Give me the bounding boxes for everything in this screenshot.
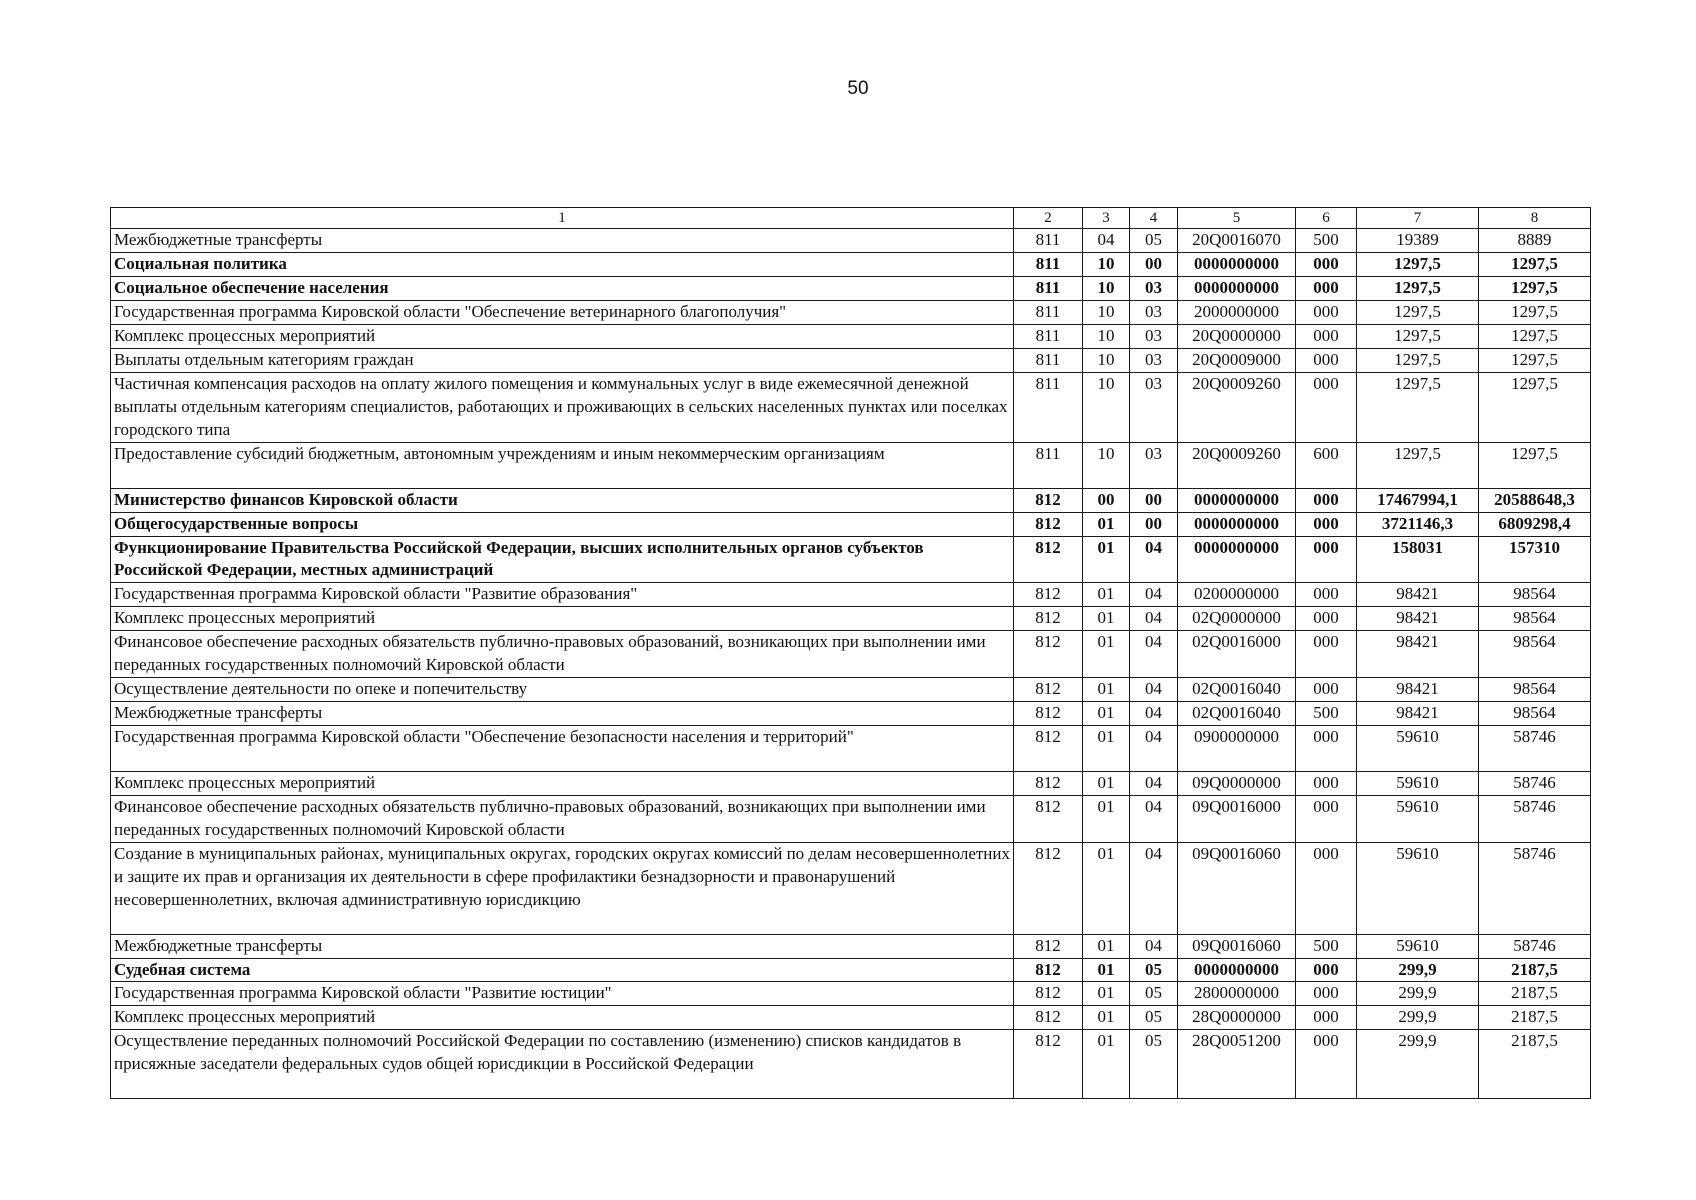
table-row bbox=[111, 678, 1591, 702]
cell-amount-year2: 1297,5 bbox=[1479, 372, 1591, 442]
cell-name: Комплекс процессных мероприятий bbox=[111, 325, 1014, 349]
cell-name: Финансовое обеспечение расходных обязательств публично-правовых образований, возникающих при выполнении ими переданных государственных полномочий Кировской области bbox=[111, 795, 1014, 842]
cell-amount-year1: 158031 bbox=[1357, 536, 1479, 583]
page-number: 50 bbox=[847, 78, 869, 99]
cell-subsection: 03 bbox=[1130, 348, 1178, 372]
cell-name: Предоставление субсидий бюджетным, автономным учреждениям и иным некоммерческим организациям bbox=[111, 442, 1014, 488]
cell-name: Выплаты отдельным категориям граждан bbox=[111, 348, 1014, 372]
cell-amount-year1: 98421 bbox=[1357, 583, 1479, 607]
header-cell-6: 6 bbox=[1296, 208, 1357, 229]
cell-ministry: 812 bbox=[1014, 1030, 1083, 1099]
cell-amount-year2: 1297,5 bbox=[1479, 348, 1591, 372]
cell-ministry: 811 bbox=[1014, 277, 1083, 301]
cell-amount-year1: 3721146,3 bbox=[1357, 512, 1479, 536]
cell-name: Государственная программа Кировской области "Развитие юстиции" bbox=[111, 982, 1014, 1006]
cell-expense-type: 000 bbox=[1296, 1030, 1357, 1099]
cell-amount-year2: 98564 bbox=[1479, 702, 1591, 726]
cell-section: 01 bbox=[1083, 982, 1130, 1006]
cell-expense-type: 000 bbox=[1296, 1006, 1357, 1030]
cell-target-article: 20Q0009260 bbox=[1178, 442, 1296, 488]
cell-section: 10 bbox=[1083, 442, 1130, 488]
cell-section: 01 bbox=[1083, 512, 1130, 536]
cell-expense-type: 500 bbox=[1296, 702, 1357, 726]
cell-name: Комплекс процессных мероприятий bbox=[111, 771, 1014, 795]
cell-amount-year2: 1297,5 bbox=[1479, 325, 1591, 349]
cell-expense-type: 000 bbox=[1296, 301, 1357, 325]
cell-name: Финансовое обеспечение расходных обязательств публично-правовых образований, возникающих при выполнении ими переданных государственных полномочий Кировской области bbox=[111, 631, 1014, 678]
cell-amount-year2: 1297,5 bbox=[1479, 442, 1591, 488]
cell-name: Комплекс процессных мероприятий bbox=[111, 607, 1014, 631]
cell-target-article: 02Q0016000 bbox=[1178, 631, 1296, 678]
cell-amount-year1: 98421 bbox=[1357, 607, 1479, 631]
cell-amount-year1: 19389 bbox=[1357, 229, 1479, 253]
table-row bbox=[111, 982, 1591, 1006]
table-row bbox=[111, 488, 1591, 512]
cell-section: 01 bbox=[1083, 536, 1130, 583]
table-row bbox=[111, 536, 1591, 583]
cell-expense-type: 000 bbox=[1296, 631, 1357, 678]
cell-ministry: 812 bbox=[1014, 512, 1083, 536]
cell-subsection: 00 bbox=[1130, 512, 1178, 536]
cell-section: 01 bbox=[1083, 958, 1130, 982]
table-row bbox=[111, 702, 1591, 726]
header-cell-8: 8 bbox=[1479, 208, 1591, 229]
table-row bbox=[111, 1030, 1591, 1099]
cell-expense-type: 000 bbox=[1296, 253, 1357, 277]
cell-section: 10 bbox=[1083, 301, 1130, 325]
cell-amount-year1: 59610 bbox=[1357, 795, 1479, 842]
cell-name: Осуществление переданных полномочий Российской Федерации по составлению (изменению) списков кандидатов в присяжные заседатели федеральных судов общей юрисдикции в Российской Федерации bbox=[111, 1030, 1014, 1099]
cell-expense-type: 600 bbox=[1296, 442, 1357, 488]
cell-ministry: 812 bbox=[1014, 958, 1083, 982]
cell-amount-year1: 1297,5 bbox=[1357, 301, 1479, 325]
cell-amount-year2: 98564 bbox=[1479, 583, 1591, 607]
cell-subsection: 04 bbox=[1130, 726, 1178, 772]
cell-expense-type: 500 bbox=[1296, 934, 1357, 958]
table-row bbox=[111, 1006, 1591, 1030]
cell-expense-type: 000 bbox=[1296, 958, 1357, 982]
table-row bbox=[111, 442, 1591, 488]
table-header-row bbox=[111, 208, 1591, 229]
cell-section: 04 bbox=[1083, 229, 1130, 253]
cell-amount-year2: 2187,5 bbox=[1479, 982, 1591, 1006]
cell-section: 10 bbox=[1083, 277, 1130, 301]
cell-section: 10 bbox=[1083, 325, 1130, 349]
cell-expense-type: 000 bbox=[1296, 726, 1357, 772]
table-row bbox=[111, 842, 1591, 934]
cell-ministry: 811 bbox=[1014, 301, 1083, 325]
cell-subsection: 04 bbox=[1130, 536, 1178, 583]
table-row bbox=[111, 253, 1591, 277]
cell-name: Межбюджетные трансферты bbox=[111, 702, 1014, 726]
table-row bbox=[111, 607, 1591, 631]
cell-amount-year2: 58746 bbox=[1479, 795, 1591, 842]
cell-ministry: 812 bbox=[1014, 1006, 1083, 1030]
cell-ministry: 811 bbox=[1014, 325, 1083, 349]
cell-amount-year2: 6809298,4 bbox=[1479, 512, 1591, 536]
cell-subsection: 04 bbox=[1130, 583, 1178, 607]
cell-section: 01 bbox=[1083, 678, 1130, 702]
header-cell-2: 2 bbox=[1014, 208, 1083, 229]
table-row bbox=[111, 795, 1591, 842]
cell-ministry: 811 bbox=[1014, 253, 1083, 277]
cell-expense-type: 000 bbox=[1296, 583, 1357, 607]
cell-amount-year1: 1297,5 bbox=[1357, 372, 1479, 442]
cell-name: Межбюджетные трансферты bbox=[111, 934, 1014, 958]
cell-target-article: 28Q0000000 bbox=[1178, 1006, 1296, 1030]
cell-ministry: 811 bbox=[1014, 229, 1083, 253]
table-row bbox=[111, 372, 1591, 442]
header-cell-3: 3 bbox=[1083, 208, 1130, 229]
cell-amount-year1: 299,9 bbox=[1357, 958, 1479, 982]
cell-target-article: 0000000000 bbox=[1178, 488, 1296, 512]
cell-subsection: 03 bbox=[1130, 372, 1178, 442]
cell-section: 01 bbox=[1083, 726, 1130, 772]
cell-ministry: 811 bbox=[1014, 372, 1083, 442]
cell-amount-year2: 2187,5 bbox=[1479, 1030, 1591, 1099]
cell-expense-type: 000 bbox=[1296, 842, 1357, 934]
cell-amount-year1: 59610 bbox=[1357, 842, 1479, 934]
cell-target-article: 02Q0016040 bbox=[1178, 678, 1296, 702]
table-row bbox=[111, 277, 1591, 301]
cell-ministry: 811 bbox=[1014, 442, 1083, 488]
cell-name: Государственная программа Кировской области "Обеспечение ветеринарного благополучия" bbox=[111, 301, 1014, 325]
cell-section: 01 bbox=[1083, 934, 1130, 958]
cell-subsection: 05 bbox=[1130, 958, 1178, 982]
cell-subsection: 05 bbox=[1130, 229, 1178, 253]
cell-amount-year2: 98564 bbox=[1479, 631, 1591, 678]
table-row bbox=[111, 958, 1591, 982]
cell-amount-year1: 1297,5 bbox=[1357, 348, 1479, 372]
cell-name: Осуществление деятельности по опеке и попечительству bbox=[111, 678, 1014, 702]
cell-subsection: 05 bbox=[1130, 1006, 1178, 1030]
cell-expense-type: 500 bbox=[1296, 229, 1357, 253]
cell-target-article: 0900000000 bbox=[1178, 726, 1296, 772]
cell-target-article: 09Q0016000 bbox=[1178, 795, 1296, 842]
cell-amount-year1: 17467994,1 bbox=[1357, 488, 1479, 512]
table-row bbox=[111, 771, 1591, 795]
header-cell-5: 5 bbox=[1178, 208, 1296, 229]
cell-subsection: 04 bbox=[1130, 607, 1178, 631]
cell-expense-type: 000 bbox=[1296, 325, 1357, 349]
cell-ministry: 812 bbox=[1014, 934, 1083, 958]
cell-name: Межбюджетные трансферты bbox=[111, 229, 1014, 253]
cell-subsection: 00 bbox=[1130, 253, 1178, 277]
cell-subsection: 00 bbox=[1130, 488, 1178, 512]
cell-target-article: 0000000000 bbox=[1178, 512, 1296, 536]
cell-target-article: 09Q0016060 bbox=[1178, 842, 1296, 934]
cell-target-article: 20Q0009260 bbox=[1178, 372, 1296, 442]
cell-ministry: 811 bbox=[1014, 348, 1083, 372]
cell-expense-type: 000 bbox=[1296, 488, 1357, 512]
cell-target-article: 02Q0000000 bbox=[1178, 607, 1296, 631]
cell-amount-year1: 1297,5 bbox=[1357, 277, 1479, 301]
cell-amount-year1: 299,9 bbox=[1357, 1006, 1479, 1030]
table-row bbox=[111, 301, 1591, 325]
cell-amount-year1: 98421 bbox=[1357, 702, 1479, 726]
cell-ministry: 812 bbox=[1014, 771, 1083, 795]
cell-target-article: 28Q0051200 bbox=[1178, 1030, 1296, 1099]
cell-amount-year2: 1297,5 bbox=[1479, 253, 1591, 277]
table-row bbox=[111, 348, 1591, 372]
cell-name: Функционирование Правительства Российской Федерации, высших исполнительных органов субъектов Российской Федерации, местных администраций bbox=[111, 536, 1014, 583]
cell-ministry: 812 bbox=[1014, 536, 1083, 583]
cell-target-article: 09Q0000000 bbox=[1178, 771, 1296, 795]
cell-name: Социальное обеспечение населения bbox=[111, 277, 1014, 301]
cell-subsection: 05 bbox=[1130, 982, 1178, 1006]
cell-expense-type: 000 bbox=[1296, 982, 1357, 1006]
cell-amount-year2: 1297,5 bbox=[1479, 301, 1591, 325]
header-cell-4: 4 bbox=[1130, 208, 1178, 229]
cell-ministry: 812 bbox=[1014, 702, 1083, 726]
cell-ministry: 812 bbox=[1014, 631, 1083, 678]
table-row bbox=[111, 229, 1591, 253]
cell-section: 01 bbox=[1083, 1030, 1130, 1099]
cell-section: 01 bbox=[1083, 771, 1130, 795]
cell-amount-year2: 98564 bbox=[1479, 678, 1591, 702]
cell-ministry: 812 bbox=[1014, 678, 1083, 702]
table-row bbox=[111, 934, 1591, 958]
cell-subsection: 03 bbox=[1130, 301, 1178, 325]
cell-ministry: 812 bbox=[1014, 842, 1083, 934]
cell-target-article: 20Q0016070 bbox=[1178, 229, 1296, 253]
cell-name: Комплекс процессных мероприятий bbox=[111, 1006, 1014, 1030]
cell-section: 10 bbox=[1083, 348, 1130, 372]
cell-section: 01 bbox=[1083, 583, 1130, 607]
cell-amount-year2: 58746 bbox=[1479, 726, 1591, 772]
cell-target-article: 0000000000 bbox=[1178, 958, 1296, 982]
cell-subsection: 03 bbox=[1130, 277, 1178, 301]
cell-expense-type: 000 bbox=[1296, 607, 1357, 631]
cell-target-article: 0000000000 bbox=[1178, 253, 1296, 277]
cell-subsection: 04 bbox=[1130, 771, 1178, 795]
cell-name: Частичная компенсация расходов на оплату жилого помещения и коммунальных услуг в виде ежемесячной денежной выплаты отдельным категориям специалистов, работающих и проживающих в сельских населенных пунктах или поселках городского типа bbox=[111, 372, 1014, 442]
cell-name: Общегосударственные вопросы bbox=[111, 512, 1014, 536]
cell-expense-type: 000 bbox=[1296, 795, 1357, 842]
cell-amount-year1: 299,9 bbox=[1357, 1030, 1479, 1099]
table-row bbox=[111, 325, 1591, 349]
cell-ministry: 812 bbox=[1014, 607, 1083, 631]
header-cell-7: 7 bbox=[1357, 208, 1479, 229]
cell-target-article: 2800000000 bbox=[1178, 982, 1296, 1006]
cell-section: 01 bbox=[1083, 842, 1130, 934]
cell-expense-type: 000 bbox=[1296, 372, 1357, 442]
cell-ministry: 812 bbox=[1014, 488, 1083, 512]
cell-ministry: 812 bbox=[1014, 795, 1083, 842]
header-cell-1: 1 bbox=[111, 208, 1014, 229]
cell-ministry: 812 bbox=[1014, 726, 1083, 772]
table-row bbox=[111, 583, 1591, 607]
cell-amount-year2: 58746 bbox=[1479, 934, 1591, 958]
cell-name: Судебная система bbox=[111, 958, 1014, 982]
cell-name: Государственная программа Кировской области "Развитие образования" bbox=[111, 583, 1014, 607]
cell-amount-year2: 1297,5 bbox=[1479, 277, 1591, 301]
cell-ministry: 812 bbox=[1014, 982, 1083, 1006]
cell-target-article: 0000000000 bbox=[1178, 277, 1296, 301]
cell-ministry: 812 bbox=[1014, 583, 1083, 607]
cell-name: Создание в муниципальных районах, муниципальных округах, городских округах комиссий по делам несовершеннолетних и защите их прав и организация их деятельности в сфере профилактики безнадзорности и правонарушений несовершеннолетних, включая административную юрисдикцию bbox=[111, 842, 1014, 934]
cell-subsection: 04 bbox=[1130, 842, 1178, 934]
cell-target-article: 20Q0000000 bbox=[1178, 325, 1296, 349]
table-row bbox=[111, 512, 1591, 536]
cell-target-article: 0200000000 bbox=[1178, 583, 1296, 607]
cell-target-article: 2000000000 bbox=[1178, 301, 1296, 325]
cell-subsection: 04 bbox=[1130, 702, 1178, 726]
cell-amount-year1: 59610 bbox=[1357, 934, 1479, 958]
cell-expense-type: 000 bbox=[1296, 277, 1357, 301]
cell-expense-type: 000 bbox=[1296, 512, 1357, 536]
cell-amount-year1: 299,9 bbox=[1357, 982, 1479, 1006]
cell-amount-year1: 1297,5 bbox=[1357, 253, 1479, 277]
cell-subsection: 05 bbox=[1130, 1030, 1178, 1099]
table-row bbox=[111, 726, 1591, 772]
cell-section: 10 bbox=[1083, 372, 1130, 442]
cell-expense-type: 000 bbox=[1296, 771, 1357, 795]
cell-section: 01 bbox=[1083, 631, 1130, 678]
cell-amount-year2: 58746 bbox=[1479, 842, 1591, 934]
cell-amount-year2: 157310 bbox=[1479, 536, 1591, 583]
table-row bbox=[111, 631, 1591, 678]
budget-table bbox=[110, 207, 1591, 1099]
cell-subsection: 03 bbox=[1130, 325, 1178, 349]
cell-expense-type: 000 bbox=[1296, 348, 1357, 372]
cell-expense-type: 000 bbox=[1296, 536, 1357, 583]
cell-section: 01 bbox=[1083, 607, 1130, 631]
cell-target-article: 09Q0016060 bbox=[1178, 934, 1296, 958]
cell-target-article: 0000000000 bbox=[1178, 536, 1296, 583]
cell-amount-year2: 2187,5 bbox=[1479, 958, 1591, 982]
cell-target-article: 02Q0016040 bbox=[1178, 702, 1296, 726]
cell-amount-year1: 1297,5 bbox=[1357, 442, 1479, 488]
cell-name: Государственная программа Кировской области "Обеспечение безопасности населения и территорий" bbox=[111, 726, 1014, 772]
cell-amount-year2: 2187,5 bbox=[1479, 1006, 1591, 1030]
cell-amount-year1: 98421 bbox=[1357, 678, 1479, 702]
cell-amount-year2: 8889 bbox=[1479, 229, 1591, 253]
cell-name: Социальная политика bbox=[111, 253, 1014, 277]
cell-amount-year1: 59610 bbox=[1357, 726, 1479, 772]
cell-subsection: 04 bbox=[1130, 934, 1178, 958]
cell-amount-year1: 98421 bbox=[1357, 631, 1479, 678]
cell-subsection: 04 bbox=[1130, 631, 1178, 678]
cell-amount-year2: 20588648,3 bbox=[1479, 488, 1591, 512]
cell-section: 01 bbox=[1083, 702, 1130, 726]
cell-subsection: 03 bbox=[1130, 442, 1178, 488]
cell-subsection: 04 bbox=[1130, 678, 1178, 702]
cell-target-article: 20Q0009000 bbox=[1178, 348, 1296, 372]
cell-name: Министерство финансов Кировской области bbox=[111, 488, 1014, 512]
cell-section: 00 bbox=[1083, 488, 1130, 512]
cell-amount-year1: 1297,5 bbox=[1357, 325, 1479, 349]
cell-subsection: 04 bbox=[1130, 795, 1178, 842]
cell-amount-year2: 98564 bbox=[1479, 607, 1591, 631]
cell-expense-type: 000 bbox=[1296, 678, 1357, 702]
cell-section: 01 bbox=[1083, 1006, 1130, 1030]
cell-amount-year1: 59610 bbox=[1357, 771, 1479, 795]
cell-section: 01 bbox=[1083, 795, 1130, 842]
cell-section: 10 bbox=[1083, 253, 1130, 277]
cell-amount-year2: 58746 bbox=[1479, 771, 1591, 795]
